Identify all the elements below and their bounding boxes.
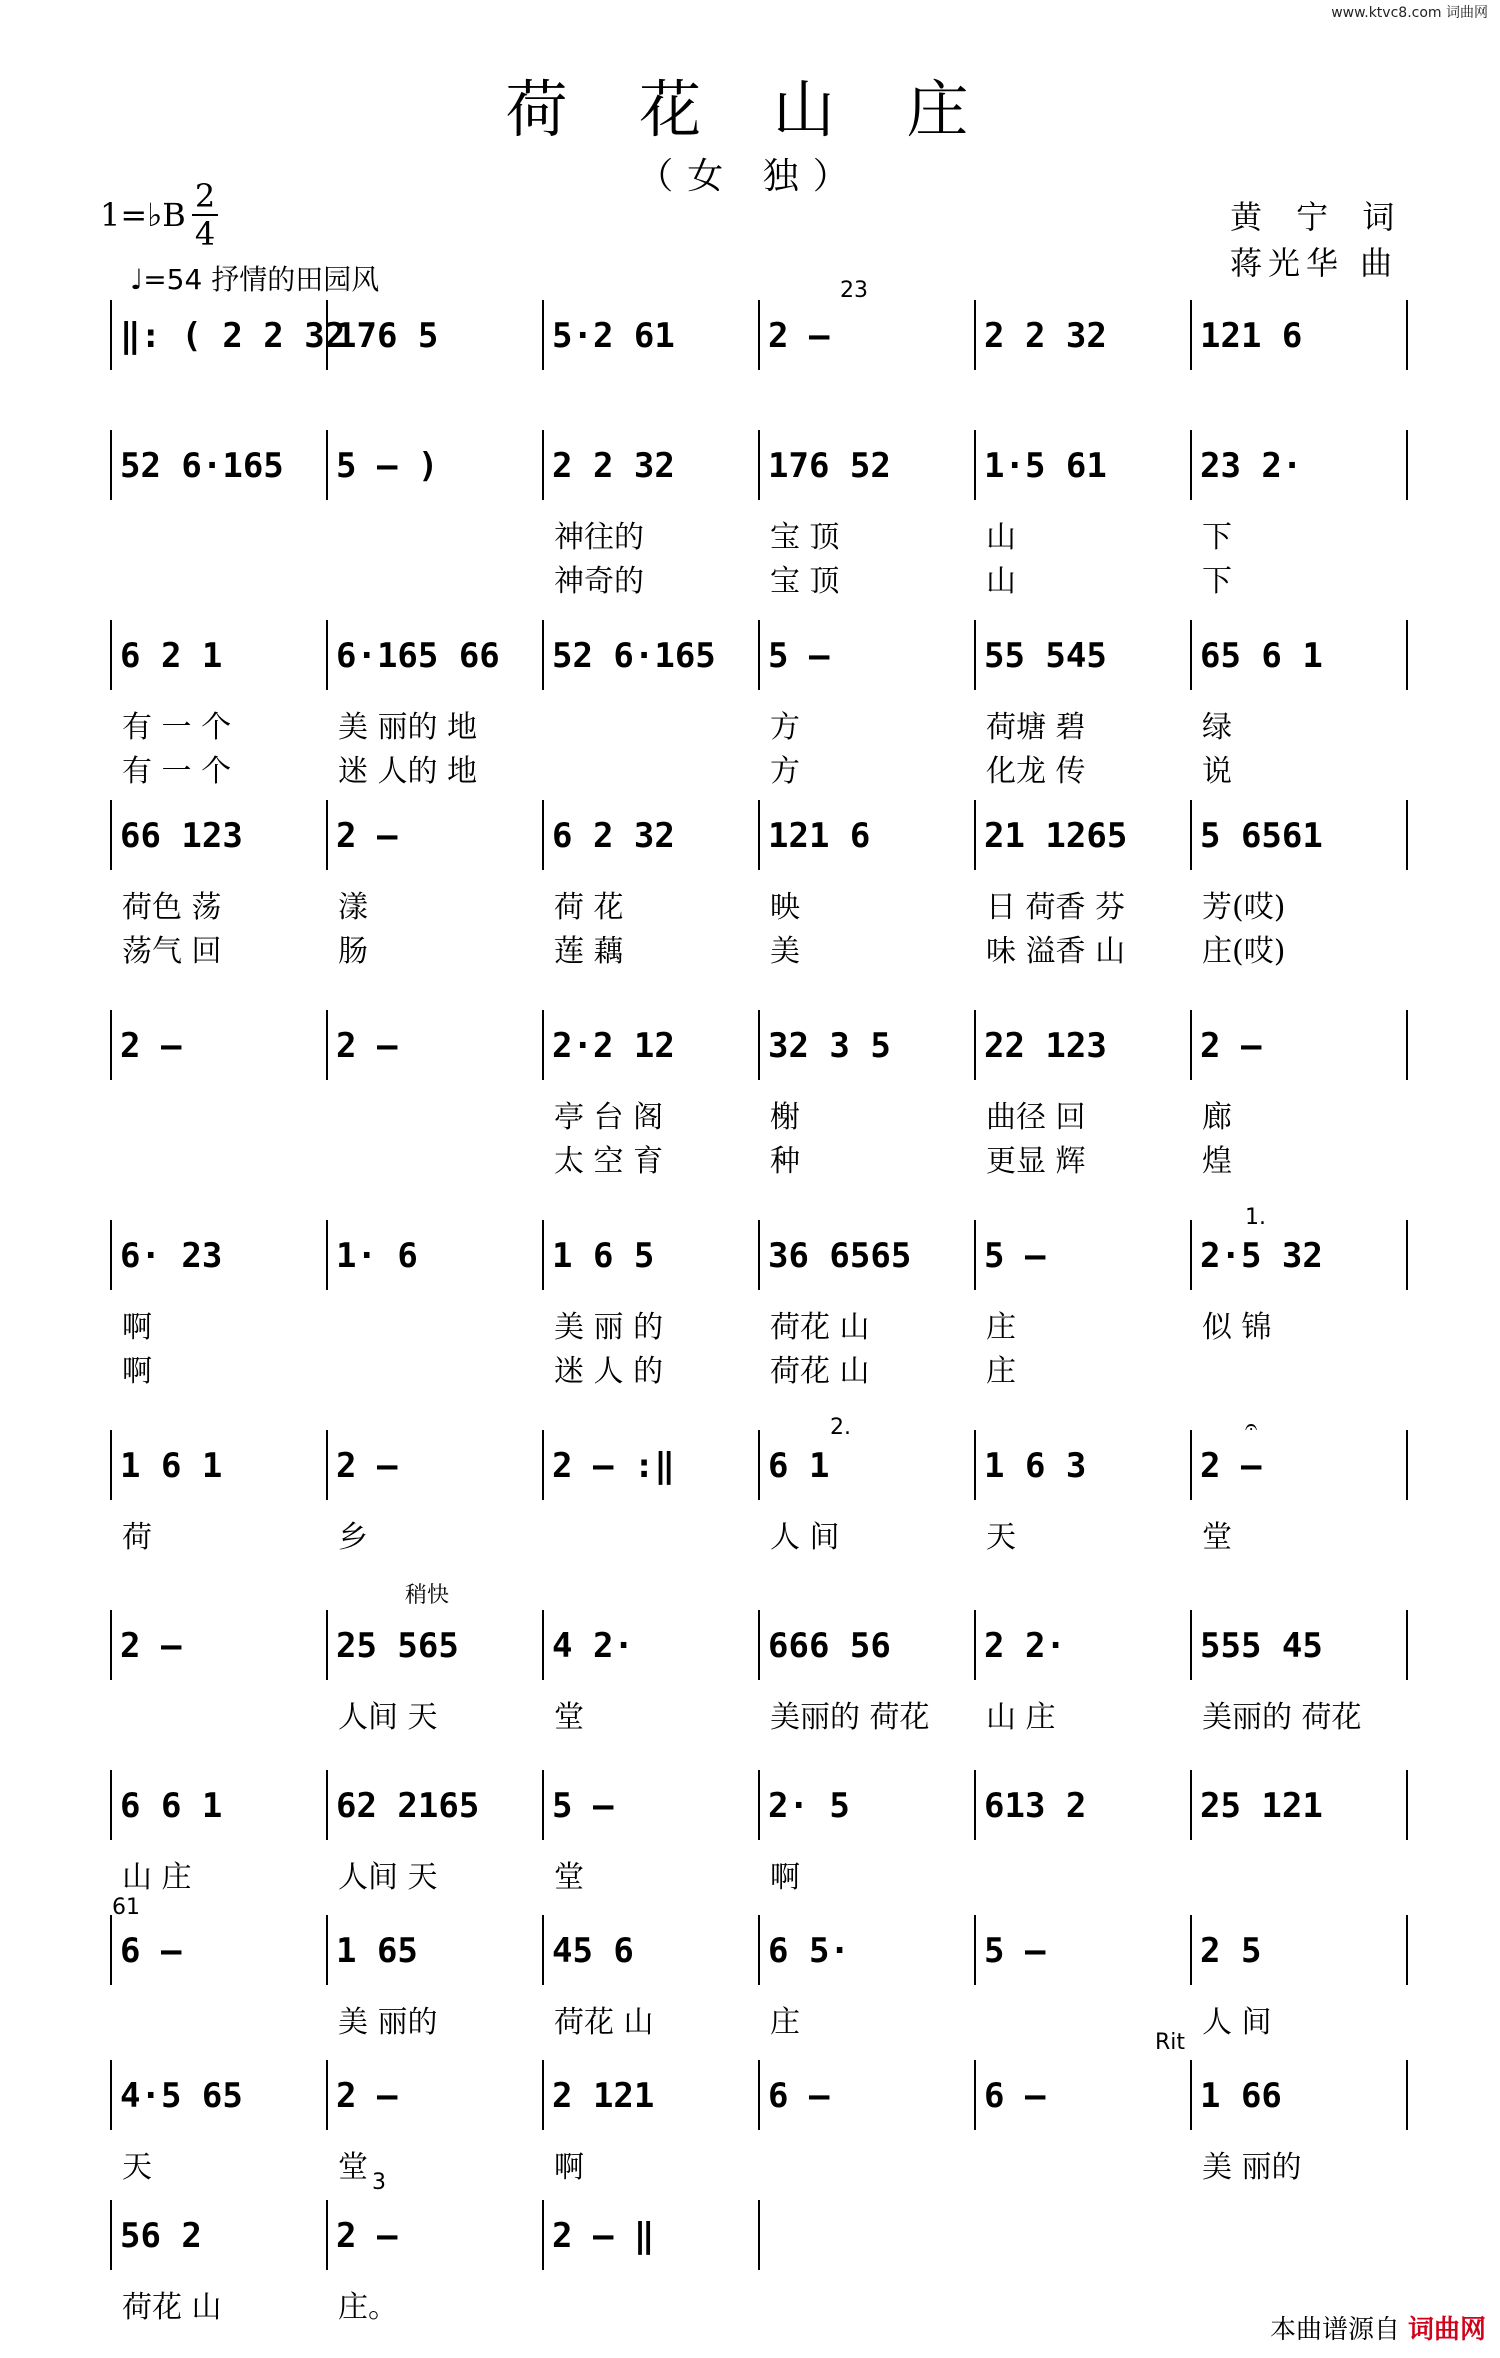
barline: [1406, 1220, 1408, 1290]
measure-notes: 2 –: [120, 1626, 182, 1666]
lyric-verse-1: 下: [1202, 520, 1232, 555]
lyric-verse-2: 煌: [1202, 1144, 1232, 1179]
barline: [110, 1610, 112, 1680]
lyric-verse-2: 荷花 山: [770, 1354, 870, 1389]
measure-notes: 21 1265: [984, 816, 1128, 856]
lyric-verse-1: 人间 天: [338, 1860, 438, 1895]
measure-notes: 666 56: [768, 1626, 891, 1666]
score-row: [110, 430, 1410, 599]
barline: [758, 1010, 760, 1080]
lyric-verse-2: 庄: [986, 1354, 1016, 1389]
score-row: [110, 2060, 1410, 2185]
barline: [326, 1430, 328, 1500]
meter-top: 2: [194, 177, 216, 215]
measure-notes: 1 6 1: [120, 1446, 223, 1486]
barline: [1190, 1610, 1192, 1680]
measure-notes: 2 5: [1200, 1931, 1262, 1971]
barline: [974, 430, 976, 500]
barline: [542, 1220, 544, 1290]
measure-notes: 5 –: [984, 1236, 1046, 1276]
measure-notes: 1 65: [336, 1931, 418, 1971]
lyric-verse-1: 人间 天: [338, 1700, 438, 1735]
measure-notes: 6 5·: [768, 1931, 850, 1971]
lyric-verse-1: 神往的: [554, 520, 644, 555]
marker-fermata: 𝄐: [1245, 1415, 1258, 1440]
score-row: [110, 1010, 1410, 1179]
barline: [110, 1220, 112, 1290]
barline: [542, 1770, 544, 1840]
lyric-verse-1: 有 一 个: [122, 710, 232, 745]
lyric-verse-1: 荷塘 碧: [986, 710, 1086, 745]
barline: [974, 300, 976, 370]
measure-notes: 6 6 1: [120, 1786, 223, 1826]
measure-notes: 5·2 61: [552, 316, 675, 356]
barline: [110, 800, 112, 870]
barline: [758, 1610, 760, 1680]
barline: [974, 800, 976, 870]
barline: [758, 1770, 760, 1840]
lyric-verse-1: 山 庄: [122, 1860, 192, 1895]
marker-faster: 稍快: [405, 1583, 450, 1608]
composer-credit: 蒋光华 曲: [1230, 244, 1399, 282]
measure-notes: 1· 6: [336, 1236, 418, 1276]
measure-notes: 2· 5: [768, 1786, 850, 1826]
lyric-verse-1: 天: [986, 1520, 1016, 1555]
lyric-verse-1: 堂: [338, 2150, 368, 2185]
marker-rit: Rit: [1155, 2030, 1186, 2055]
measure-notes: 121 6: [768, 816, 871, 856]
barline: [542, 800, 544, 870]
barline: [326, 1915, 328, 1985]
measure-notes: 6 2 32: [552, 816, 675, 856]
tempo-marking: ♩=54 抒情的田园风: [130, 263, 380, 296]
measure-notes: 4·5 65: [120, 2076, 243, 2116]
measure-notes: 22 123: [984, 1026, 1107, 1066]
marker-grace1: 23: [840, 278, 868, 303]
lyric-verse-1: 亭 台 阁: [554, 1100, 664, 1135]
score-row: [110, 300, 1410, 390]
measure-notes: 6· 23: [120, 1236, 223, 1276]
barline: [110, 1010, 112, 1080]
barline: [110, 2060, 112, 2130]
barline: [1406, 1010, 1408, 1080]
lyric-verse-1: 乡: [338, 1520, 368, 1555]
barline: [542, 620, 544, 690]
lyric-verse-2: 啊: [122, 1354, 152, 1389]
lyric-verse-2: 莲 藕: [554, 934, 624, 969]
lyric-verse-1: 美 丽 的: [554, 1310, 664, 1345]
measure-notes: 6 2 1: [120, 636, 223, 676]
measure-notes: 5 – ): [336, 446, 439, 486]
lyric-verse-1: 山: [986, 520, 1016, 555]
measure-notes: 5 –: [984, 1931, 1046, 1971]
barline: [110, 430, 112, 500]
measure-notes: 32 3 5: [768, 1026, 891, 1066]
score-row: [110, 800, 1410, 969]
score-row: [110, 1430, 1410, 1555]
barline: [1406, 1430, 1408, 1500]
measure-notes: 555 45: [1200, 1626, 1323, 1666]
lyric-verse-2: 更显 辉: [986, 1144, 1086, 1179]
lyric-verse-1: 漾: [338, 890, 368, 925]
measure-notes: 5 6561: [1200, 816, 1323, 856]
key-signature: 1=♭B: [100, 196, 186, 234]
measure-notes: 2 2 32: [552, 446, 675, 486]
barline: [326, 620, 328, 690]
barline: [758, 430, 760, 500]
marker-grace2: 61: [112, 1895, 140, 1920]
measure-notes: 2 121: [552, 2076, 655, 2116]
measure-notes: 6·165 66: [336, 636, 500, 676]
lyric-verse-2: 下: [1202, 564, 1232, 599]
lyric-verse-1: 美 丽的 地: [338, 710, 478, 745]
watermark-brand: 词曲网: [1407, 2315, 1486, 2345]
measure-notes: 36 6565: [768, 1236, 912, 1276]
lyric-verse-1: 绿: [1202, 710, 1232, 745]
barline: [1190, 800, 1192, 870]
barline: [758, 1220, 760, 1290]
lyric-verse-2: 神奇的: [554, 564, 644, 599]
barline: [542, 300, 544, 370]
measure-notes: 613 2: [984, 1786, 1087, 1826]
lyric-verse-1: 啊: [122, 1310, 152, 1345]
barline: [326, 1770, 328, 1840]
measure-notes: 2 –: [336, 2076, 398, 2116]
barline: [1190, 1220, 1192, 1290]
lyric-verse-2: 味 溢香 山: [986, 934, 1126, 969]
lyric-verse-2: 宝 顶: [770, 564, 840, 599]
lyric-verse-1: 榭: [770, 1100, 800, 1135]
lyric-verse-1: 堂: [554, 1860, 584, 1895]
barline: [542, 1010, 544, 1080]
measure-notes: 2 2 32: [984, 316, 1107, 356]
measure-notes: 2 –: [768, 316, 830, 356]
measure-notes: 1 66: [1200, 2076, 1282, 2116]
lyric-verse-1: 美 丽的: [1202, 2150, 1302, 2185]
barline: [1190, 1010, 1192, 1080]
lyric-verse-1: 人 间: [770, 1520, 840, 1555]
lyric-verse-2: 荡气 回: [122, 934, 222, 969]
measure-notes: 6 –: [120, 1931, 182, 1971]
barline: [110, 300, 112, 370]
barline: [326, 1610, 328, 1680]
measure-notes: 5 –: [768, 636, 830, 676]
barline: [110, 2200, 112, 2270]
lyric-verse-1: 廊: [1202, 1100, 1232, 1135]
lyric-verse-1: 山 庄: [986, 1700, 1056, 1735]
barline: [326, 800, 328, 870]
barline: [542, 2060, 544, 2130]
lyric-verse-1: 堂: [554, 1700, 584, 1735]
measure-notes: 2 2·: [984, 1626, 1066, 1666]
lyric-verse-1: 庄: [986, 1310, 1016, 1345]
barline: [758, 2060, 760, 2130]
barline: [542, 2200, 544, 2270]
barline: [326, 1220, 328, 1290]
barline: [110, 1430, 112, 1500]
measure-notes: 2 – :‖: [552, 1446, 675, 1486]
barline: [1406, 2060, 1408, 2130]
lyric-verse-2: 化龙 传: [986, 754, 1086, 789]
lyric-verse-1: 荷花 山: [554, 2005, 654, 2040]
barline: [974, 1770, 976, 1840]
watermark-bottom: [1270, 2309, 1486, 2346]
lyric-verse-1: 人 间: [1202, 2005, 1272, 2040]
barline: [542, 1915, 544, 1985]
barline: [974, 1915, 976, 1985]
measure-notes: 62 2165: [336, 1786, 480, 1826]
watermark-top: www.ktvc8.com 词曲网: [1331, 5, 1488, 21]
watermark-label: 本曲谱源自: [1269, 2315, 1400, 2345]
measure-notes: 45 6: [552, 1931, 634, 1971]
lyric-verse-2: 有 一 个: [122, 754, 232, 789]
barline: [974, 1010, 976, 1080]
measure-notes: 66 123: [120, 816, 243, 856]
lyricist-credit: 黄 宁 词: [1230, 198, 1407, 236]
barline: [326, 300, 328, 370]
barline: [1190, 300, 1192, 370]
barline: [1406, 1610, 1408, 1680]
barline: [542, 1430, 544, 1500]
barline: [1190, 620, 1192, 690]
lyric-verse-2: 山: [986, 564, 1016, 599]
measure-notes: 121 6: [1200, 316, 1303, 356]
barline: [542, 430, 544, 500]
measure-notes: 1·5 61: [984, 446, 1107, 486]
measure-notes: 56 2: [120, 2216, 202, 2256]
marker-volta1: 1.: [1245, 1205, 1266, 1230]
barline: [758, 1915, 760, 1985]
barline: [758, 800, 760, 870]
barline: [1406, 1915, 1408, 1985]
measure-notes: 52 6·165: [552, 636, 716, 676]
measure-notes: 25 121: [1200, 1786, 1323, 1826]
lyric-verse-1: 荷花 山: [770, 1310, 870, 1345]
barline: [1190, 1430, 1192, 1500]
lyric-verse-1: 宝 顶: [770, 520, 840, 555]
barline: [974, 1430, 976, 1500]
measure-notes: 52 6·165: [120, 446, 284, 486]
lyric-verse-2: 美: [770, 934, 800, 969]
barline: [758, 2200, 760, 2270]
lyric-verse-1: 庄: [770, 2005, 800, 2040]
measure-notes: 4 2·: [552, 1626, 634, 1666]
lyric-verse-2: 方: [770, 754, 800, 789]
lyric-verse-1: 荷花 山: [122, 2290, 222, 2325]
lyric-verse-1: 芳(哎): [1202, 890, 1286, 925]
lyric-verse-2: 迷 人的 地: [338, 754, 478, 789]
measure-notes: 2 –: [336, 1446, 398, 1486]
lyric-verse-2: 肠: [338, 934, 368, 969]
barline: [326, 430, 328, 500]
barline: [758, 300, 760, 370]
measure-notes: 5 –: [552, 1786, 614, 1826]
lyric-verse-1: 美丽的 荷花: [770, 1700, 930, 1735]
measure-notes: 2 –: [1200, 1026, 1262, 1066]
lyric-verse-2: 太 空 育: [554, 1144, 664, 1179]
measure-notes: ‖: ( 2 2 32: [120, 316, 346, 356]
measure-notes: 6 –: [768, 2076, 830, 2116]
lyric-verse-1: 美 丽的: [338, 2005, 438, 2040]
lyric-verse-1: 似 锦: [1202, 1310, 1272, 1345]
barline: [1406, 1770, 1408, 1840]
measure-notes: 25 565: [336, 1626, 459, 1666]
measure-notes: 2 –: [336, 816, 398, 856]
barline: [974, 620, 976, 690]
time-signature: [192, 178, 218, 252]
lyric-verse-2: 庄(哎): [1202, 934, 1286, 969]
marker-volta2: 2.: [830, 1415, 851, 1440]
barline: [326, 2060, 328, 2130]
lyric-verse-1: 方: [770, 710, 800, 745]
measure-notes: 176 52: [768, 446, 891, 486]
barline: [974, 1610, 976, 1680]
measure-notes: 6 1: [768, 1446, 830, 1486]
lyric-verse-1: 堂: [1202, 1520, 1232, 1555]
lyric-verse-1: 荷 花: [554, 890, 624, 925]
barline: [1406, 620, 1408, 690]
lyric-verse-1: 荷色 荡: [122, 890, 222, 925]
measure-notes: 1 6 3: [984, 1446, 1087, 1486]
barline: [1190, 1770, 1192, 1840]
measure-notes: 6 –: [984, 2076, 1046, 2116]
score-row: [110, 1610, 1410, 1735]
barline: [758, 620, 760, 690]
lyric-verse-1: 映: [770, 890, 800, 925]
barline: [1190, 2060, 1192, 2130]
measure-notes: 55 545: [984, 636, 1107, 676]
score-row: [110, 1220, 1410, 1389]
measure-notes: 1 6 5: [552, 1236, 655, 1276]
measure-notes: 23 2·: [1200, 446, 1303, 486]
barline: [110, 1915, 112, 1985]
measure-notes: 2 – ‖: [552, 2216, 655, 2256]
barline: [1190, 430, 1192, 500]
barline: [326, 1010, 328, 1080]
score-row: [110, 620, 1410, 789]
measure-notes: 2 –: [336, 1026, 398, 1066]
measure-notes: 2 –: [120, 1026, 182, 1066]
score-row: [110, 2200, 1410, 2325]
score-row: [110, 1915, 1410, 2040]
lyric-verse-1: 日 荷香 芬: [986, 890, 1126, 925]
lyric-verse-1: 啊: [770, 1860, 800, 1895]
song-title: 荷 花 山 庄: [505, 73, 995, 146]
lyric-verse-1: 曲径 回: [986, 1100, 1086, 1135]
lyric-verse-2: 种: [770, 1144, 800, 1179]
lyric-verse-2: 说: [1202, 754, 1232, 789]
measure-notes: 2·2 12: [552, 1026, 675, 1066]
barline: [1406, 430, 1408, 500]
lyric-verse-1: 美丽的 荷花: [1202, 1700, 1362, 1735]
lyric-verse-1: 荷: [122, 1520, 152, 1555]
meter-bottom: 4: [194, 215, 216, 253]
barline: [974, 1220, 976, 1290]
measure-notes: 2 –: [336, 2216, 398, 2256]
marker-grace3: 3: [372, 2170, 386, 2195]
measure-notes: 2·5 32: [1200, 1236, 1323, 1276]
barline: [110, 620, 112, 690]
lyric-verse-2: 迷 人 的: [554, 1354, 664, 1389]
lyric-verse-1: 啊: [554, 2150, 584, 2185]
barline: [110, 1770, 112, 1840]
measure-notes: 176 5: [336, 316, 439, 356]
barline: [974, 2060, 976, 2130]
lyric-verse-1: 天: [122, 2150, 152, 2185]
song-subtitle: （女 独）: [637, 156, 863, 197]
barline: [1190, 1915, 1192, 1985]
score-row: [110, 1770, 1410, 1895]
lyric-verse-1: 庄。: [338, 2290, 398, 2325]
barline: [542, 1610, 544, 1680]
barline: [1406, 800, 1408, 870]
barline: [326, 2200, 328, 2270]
barline: [758, 1430, 760, 1500]
measure-notes: 65 6 1: [1200, 636, 1323, 676]
measure-notes: 2 –: [1200, 1446, 1262, 1486]
barline: [1406, 300, 1408, 370]
